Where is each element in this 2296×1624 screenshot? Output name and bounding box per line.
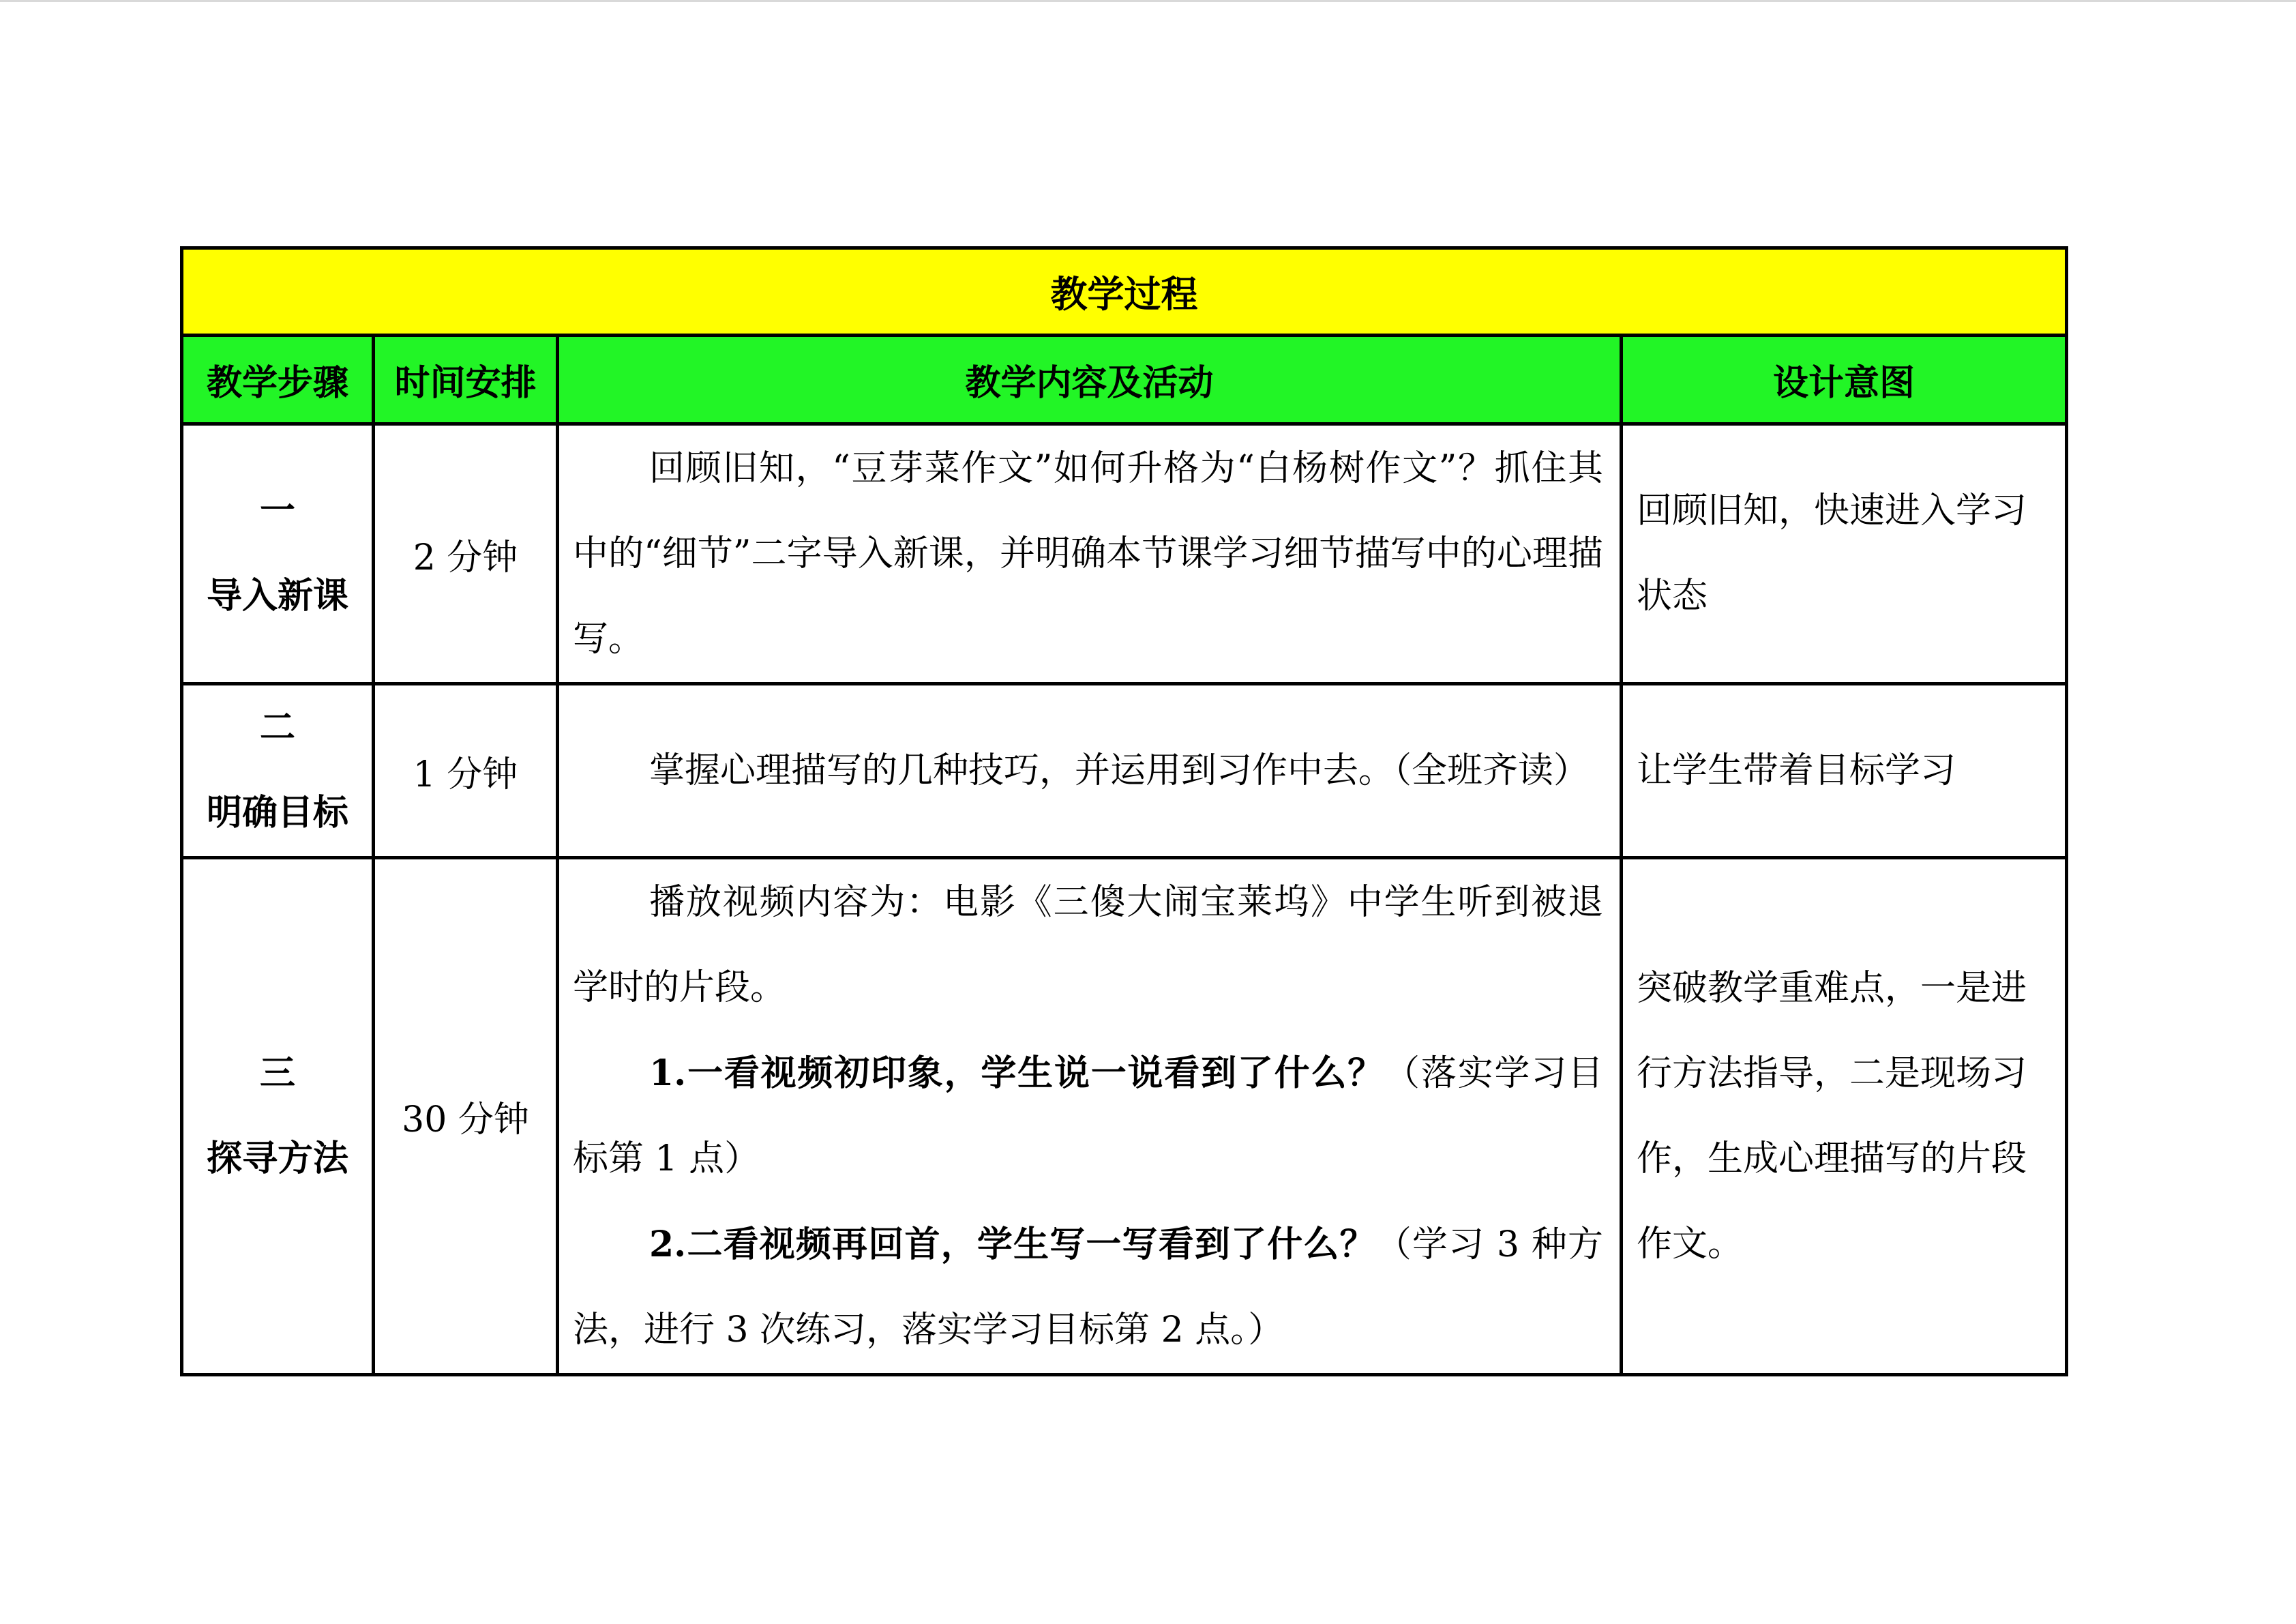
step-number: 一 [259, 490, 295, 531]
content-cell [558, 858, 1622, 1375]
header-time: 时间安排 [374, 336, 558, 424]
content-cell [558, 684, 1622, 858]
header-intent: 设计意图 [1622, 336, 2067, 424]
table-title: 教学过程 [182, 248, 2067, 336]
content-bold: 2.二看视频再回首，学生写一写看到了什么？ [649, 1224, 1376, 1265]
time-cell: 2 分钟 [374, 424, 558, 684]
intent-cell: 突破教学重难点，一是进行方法指导，二是现场习作，生成心理描写的片段作文。 [1622, 858, 2067, 1375]
step-cell [182, 858, 374, 1375]
table-row [182, 424, 2067, 684]
table-header-row [182, 336, 2067, 424]
time-cell: 30 分钟 [374, 858, 558, 1375]
step-name: 探寻方法 [206, 1138, 348, 1179]
content-paragraph [573, 728, 1603, 814]
table-title-row [182, 248, 2067, 336]
teaching-process-table [180, 246, 2068, 1376]
table-row [182, 684, 2067, 858]
step-cell [182, 684, 374, 858]
step-number: 三 [259, 1052, 295, 1094]
content-text: 播放视频内容为：电影《三傻大闹宝莱坞》中学生听到被退学时的片段。 [573, 882, 1603, 1008]
intent-cell: 让学生带着目标学习 [1622, 684, 2067, 858]
page-top-border [0, 0, 2296, 2]
content-paragraph [573, 1202, 1603, 1373]
step-number: 二 [259, 707, 295, 748]
content-paragraph [573, 1031, 1603, 1202]
table-row [182, 858, 2067, 1375]
step-name: 明确目标 [206, 793, 348, 833]
time-cell: 1 分钟 [374, 684, 558, 858]
content-paragraph [573, 426, 1603, 682]
content-text: （落实学习目标第 1 点） [573, 1053, 1603, 1179]
header-step: 教学步骤 [182, 336, 374, 424]
content-text: 掌握心理描写的几种技巧，并运用到习作中去。（全班齐读） [649, 750, 1590, 791]
step-name: 导入新课 [206, 576, 348, 617]
content-bold: 1.一看视频初印象，学生说一说看到了什么？ [649, 1052, 1385, 1094]
header-content: 教学内容及活动 [558, 336, 1622, 424]
step-cell [182, 424, 374, 684]
content-paragraph [573, 859, 1603, 1031]
content-text: （学习 3 种方法，进行 3 次练习，落实学习目标第 2 点。） [573, 1224, 1603, 1350]
content-text: 回顾旧知，“豆芽菜作文”如何升格为“白杨树作文”？抓住其中的“细节”二字导入新课，并明确本节课学习细节描写中的心理描写。 [573, 448, 1603, 660]
intent-cell: 回顾旧知，快速进入学习状态 [1622, 424, 2067, 684]
content-cell [558, 424, 1622, 684]
